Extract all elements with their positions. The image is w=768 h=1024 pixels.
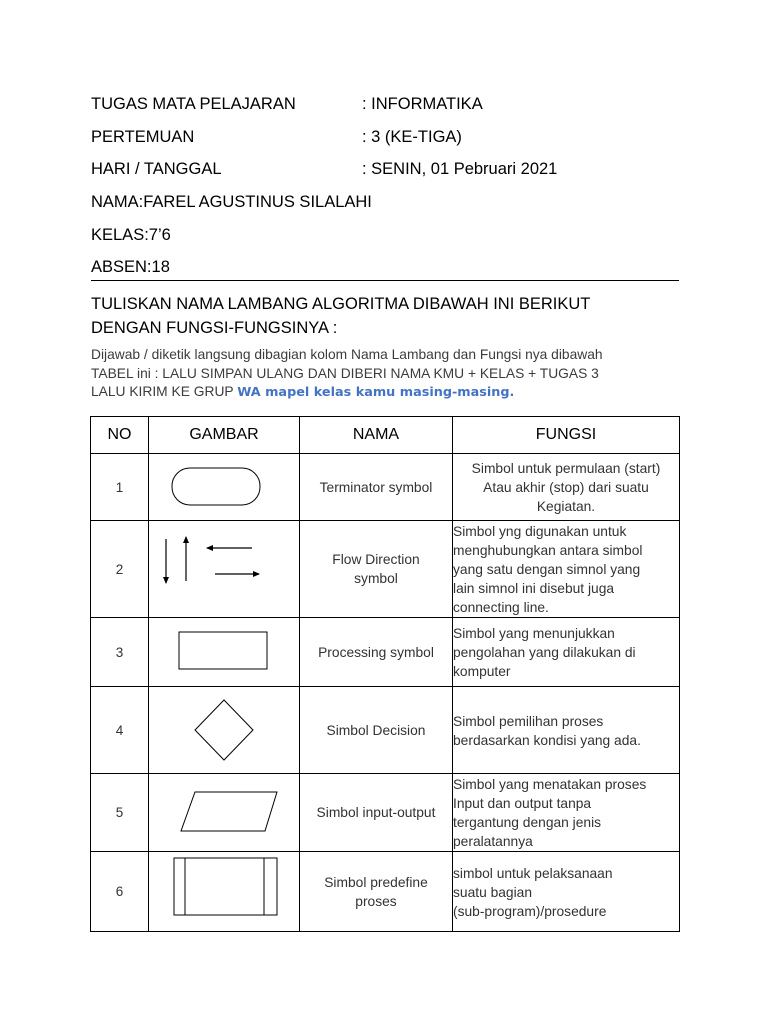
predefined-process-icon (149, 852, 300, 931)
symbol-name-line: symbol (354, 571, 398, 586)
instruction-highlight: WA mapel kelas kamu masing-masing. (237, 385, 515, 400)
function-line: Atau akhir (stop) dari suatu (483, 480, 649, 495)
row-number: 6 (91, 852, 149, 932)
header-no: NO (91, 417, 149, 454)
terminator-icon (149, 454, 300, 520)
instruction-line: Dijawab / diketik langsung dibagian kolom Nama Lambang dan Fungsi nya dibawah (91, 347, 603, 362)
function-line: yang satu dengan simnol yang (453, 562, 641, 577)
symbol-cell (149, 454, 300, 521)
symbol-name (300, 774, 453, 852)
decision-diamond-icon (149, 687, 300, 773)
function-line: Simbol yang menunjukkan (453, 626, 615, 641)
row-number: 3 (91, 618, 149, 687)
symbol-name-line: Processing symbol (318, 644, 434, 660)
symbol-name-line: Terminator symbol (319, 479, 433, 495)
header-nama: NAMA (300, 417, 453, 454)
symbol-name (300, 687, 453, 774)
task-heading (91, 292, 691, 340)
instruction-line: TABEL ini : LALU SIMPAN ULANG DAN DIBERI NAMA KMU + KELAS + TUGAS 3 (91, 365, 599, 381)
row-number: 5 (91, 774, 149, 852)
table-row (91, 521, 680, 618)
symbol-name (300, 618, 453, 687)
symbol-function (453, 687, 680, 774)
symbol-name-line: Simbol predefine (324, 874, 428, 890)
function-line: Simbol untuk permulaan (start) (471, 461, 661, 476)
header-value: : 3 (KE-TIGA) (362, 128, 462, 146)
task-heading-line: TULISKAN NAMA LAMBANG ALGORITMA DIBAWAH INI BERIKUT (91, 295, 591, 313)
header-label: PERTEMUAN (91, 128, 195, 146)
function-line: Simbol yang menatakan proses (453, 777, 647, 792)
symbol-function (453, 618, 680, 687)
symbol-function (453, 774, 680, 852)
symbol-name-line: Flow Direction (332, 552, 420, 567)
instruction-text (91, 346, 691, 403)
symbol-cell (149, 618, 300, 687)
row-number: 2 (91, 521, 149, 618)
function-line: (sub-program)/prosedure (453, 903, 607, 919)
table-row (91, 454, 680, 521)
function-line: peralatannya (453, 834, 533, 849)
header-fungsi: FUNGSI (453, 417, 680, 454)
function-line: Input dan output tanpa (453, 796, 592, 811)
task-heading-line: DENGAN FUNGSI-FUNGSINYA : (91, 319, 338, 337)
student-class: KELAS:7’6 (91, 226, 171, 244)
instruction-line (91, 383, 691, 403)
symbol-name-line: proses (355, 893, 397, 909)
symbol-function (453, 454, 680, 521)
row-number: 1 (91, 454, 149, 521)
table-row (91, 852, 680, 932)
symbol-function (453, 852, 680, 932)
divider-line (91, 280, 679, 281)
row-number: 4 (91, 687, 149, 774)
symbol-cell (149, 687, 300, 774)
function-line: tergantung dengan jenis (453, 815, 602, 830)
function-line: menghubungkan antara simbol (453, 543, 643, 558)
symbol-function (453, 521, 680, 618)
flow-arrows-icon (149, 523, 300, 615)
student-number: ABSEN:18 (91, 258, 170, 276)
symbol-name (300, 454, 453, 521)
symbol-cell (149, 852, 300, 932)
table-row (91, 618, 680, 687)
symbol-name (300, 852, 453, 932)
header-gambar: GAMBAR (149, 417, 300, 454)
symbol-name (300, 521, 453, 618)
function-line: lain simnol ini disebut juga (453, 581, 615, 596)
table-header-row (91, 417, 680, 454)
symbol-cell (149, 521, 300, 618)
header-label: HARI / TANGGAL (91, 160, 222, 178)
header-label: TUGAS MATA PELAJARAN (91, 95, 296, 113)
header-value: : INFORMATIKA (362, 95, 483, 113)
function-line: Simbol yng digunakan untuk (453, 524, 627, 539)
algorithm-symbol-table (90, 416, 680, 932)
input-output-parallelogram-icon (149, 776, 300, 850)
function-line: komputer (453, 664, 511, 679)
instruction-prefix: LALU KIRIM KE GRUP (91, 384, 238, 399)
function-line: suatu bagian (453, 884, 533, 900)
header-value: : SENIN, 01 Pebruari 2021 (362, 160, 558, 178)
symbol-name-line: Simbol input-output (316, 805, 436, 820)
symbol-cell (149, 774, 300, 852)
function-line: Kegiatan. (536, 499, 596, 514)
symbol-name-line: Simbol Decision (326, 722, 426, 738)
process-rectangle-icon (149, 618, 300, 686)
function-line: Simbol pemilihan proses (453, 713, 604, 729)
table-row (91, 774, 680, 852)
function-line: pengolahan yang dilakukan di (453, 645, 636, 660)
function-line: simbol untuk pelaksanaan (453, 865, 613, 881)
student-name: NAMA:FAREL AGUSTINUS SILALAHI (91, 193, 372, 211)
function-line: connecting line. (453, 600, 549, 615)
table-row (91, 687, 680, 774)
function-line: berdasarkan kondisi yang ada. (453, 732, 641, 748)
